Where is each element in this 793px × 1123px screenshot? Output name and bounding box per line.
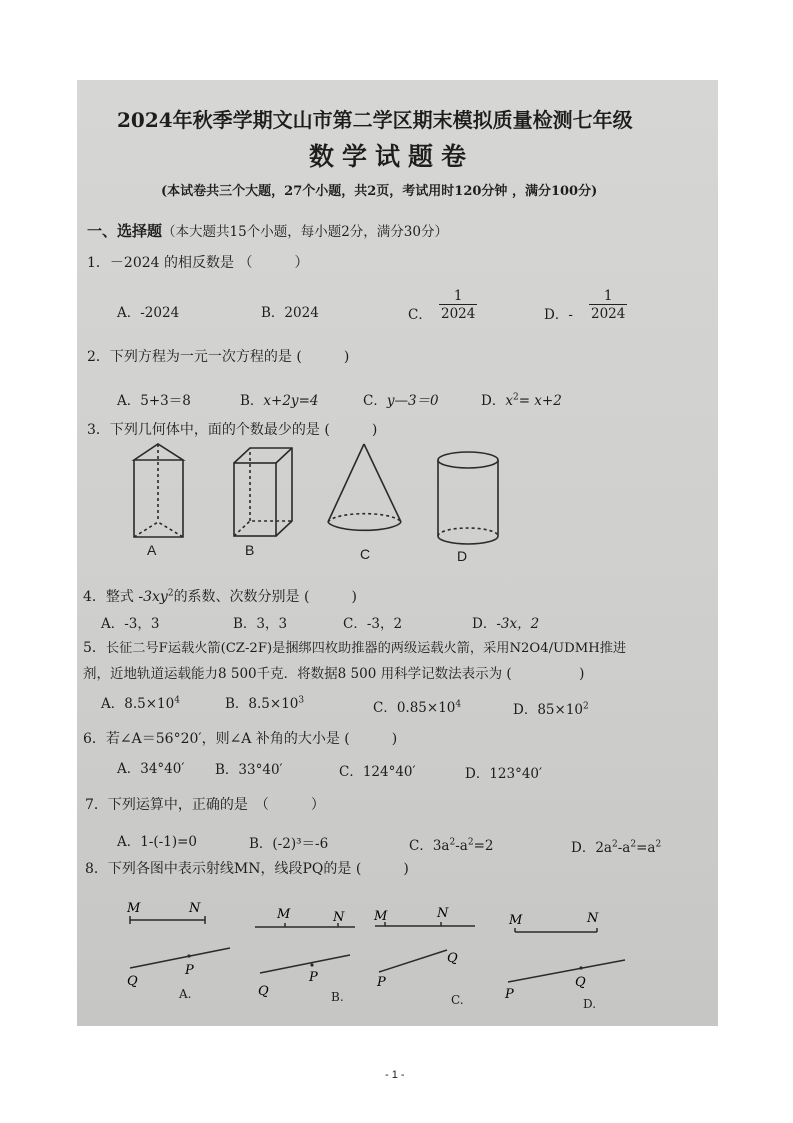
question-text: 的系数、次数分别是 ( ) xyxy=(173,589,357,605)
ray-segment-figure-d xyxy=(505,904,635,1004)
q7-option-d[interactable] xyxy=(571,836,661,856)
option-exponent: 2 xyxy=(449,837,456,848)
q1-option-c-prefix[interactable]: C． xyxy=(408,307,432,323)
q5-option-b[interactable] xyxy=(225,692,304,712)
point-q-label: Q xyxy=(127,974,138,989)
q1-option-d-fraction xyxy=(589,288,627,322)
q4-option-b[interactable]: B．3，3 xyxy=(233,616,288,632)
exam-subject: 数学试题卷 xyxy=(309,142,475,171)
option-exponent: 2 xyxy=(655,839,662,850)
point-q-label: Q xyxy=(575,975,586,990)
q2-option-a[interactable]: A．5+3＝8 xyxy=(117,393,191,409)
exam-note: (本试卷共三个大题，27个小题，共2页，考试用时120分钟 ，满分100分) xyxy=(161,184,598,199)
q6-option-b[interactable]: B．33°40′ xyxy=(215,762,283,778)
option-text: -a xyxy=(455,838,468,854)
option-prefix: B． xyxy=(240,393,264,409)
question-expression: -3xy xyxy=(138,589,168,605)
cone-figure xyxy=(325,440,415,545)
question-text: 下列各图中表示射线MN，线段PQ的是 ( ) xyxy=(107,861,409,877)
option-prefix: D． xyxy=(472,616,497,632)
question-text: 下列运算中，正确的是 （ ） xyxy=(107,797,325,813)
q2-option-b[interactable] xyxy=(240,389,318,409)
option-exponent: 2 xyxy=(467,837,474,848)
q7-option-c[interactable] xyxy=(409,834,493,854)
q1-option-d-prefix[interactable]: D．- xyxy=(544,307,573,323)
point-p-label: P xyxy=(185,963,194,978)
figure-label-8a: A. xyxy=(179,987,192,1001)
question-exponent: 2 xyxy=(167,588,174,599)
point-q-label: Q xyxy=(258,984,269,999)
section-desc: （本大题共15个小题，每小题2分，满分30分） xyxy=(162,224,448,240)
figure-label-b: B xyxy=(245,542,255,558)
ray-segment-figure-a xyxy=(127,898,237,998)
question-5-line-2: 剂，近地轨道运载能力8 500千克．将数据8 500 用科学记数法表示为 ( ) xyxy=(83,666,585,682)
exam-paper-photo xyxy=(77,80,718,1026)
fraction-numerator: 1 xyxy=(453,288,463,304)
q4-option-c[interactable]: C．-3，2 xyxy=(343,616,403,632)
option-text: D．85×10 xyxy=(513,702,583,718)
question-7 xyxy=(85,794,325,814)
cuboid-figure xyxy=(230,444,300,544)
q5-option-d[interactable] xyxy=(513,698,589,718)
option-expression: = x+2 xyxy=(518,393,562,409)
q1-option-c-fraction xyxy=(439,288,477,322)
question-text: 长征二号F运载火箭(CZ-2F)是捆绑四枚助推器的两级运载火箭，采用N2O4/UDMH推进 xyxy=(105,641,627,656)
option-text: B．8.5×10 xyxy=(225,696,299,712)
fraction-numerator: 1 xyxy=(603,288,613,304)
figure-label-8c: C. xyxy=(451,993,464,1007)
q6-option-a[interactable]: A．34°40′ xyxy=(117,761,185,777)
triangular-prism-figure xyxy=(127,440,197,540)
ray-segment-figure-c xyxy=(371,900,481,1000)
option-text: C．3a xyxy=(409,838,450,854)
question-number: 5． xyxy=(83,640,106,656)
q5-option-a[interactable] xyxy=(101,692,180,712)
point-n-label: N xyxy=(437,906,449,921)
option-prefix: D． xyxy=(481,393,506,409)
exam-title: 2024年秋季学期文山市第二学区期末模拟质量检测七年级 xyxy=(117,108,633,132)
point-p-label: P xyxy=(377,975,386,990)
option-text: A．8.5×10 xyxy=(101,696,175,712)
figure-label-c: C xyxy=(360,546,371,562)
q1-option-b[interactable]: B．2024 xyxy=(261,305,319,321)
option-expression: y—3＝0 xyxy=(386,393,439,409)
q4-option-d[interactable] xyxy=(472,612,539,632)
question-number: 6． xyxy=(83,731,106,747)
point-m-label: M xyxy=(127,901,141,916)
option-exponent: 2 xyxy=(512,392,519,403)
fraction-denominator: 2024 xyxy=(591,306,626,322)
option-exponent: 4 xyxy=(174,695,180,706)
q7-option-a[interactable]: A．1-(-1)=0 xyxy=(117,834,197,850)
option-exponent: 2 xyxy=(583,701,589,712)
fraction-denominator: 2024 xyxy=(441,306,476,322)
point-m-label: M xyxy=(277,907,291,922)
point-m-label: M xyxy=(509,913,523,928)
option-exponent: 4 xyxy=(455,699,462,710)
point-p-label: P xyxy=(505,987,514,1002)
figure-label-8d: D. xyxy=(583,997,597,1011)
option-expression: -3x，2 xyxy=(496,616,540,632)
question-text: 下列几何体中，面的个数最少的是 ( ) xyxy=(109,422,378,438)
q2-option-d[interactable] xyxy=(481,389,562,409)
option-text: -a xyxy=(617,840,631,856)
option-text: =a xyxy=(636,840,656,856)
ray-segment-figure-b xyxy=(255,903,365,1003)
q6-option-c[interactable]: C．124°40′ xyxy=(339,764,416,780)
figure-label-8b: B. xyxy=(331,990,344,1004)
question-text: 若∠A＝56°20′，则∠A 补角的大小是 ( ) xyxy=(105,731,398,747)
option-text: =2 xyxy=(473,838,494,854)
question-2 xyxy=(87,346,349,366)
page-number: - 1 - xyxy=(385,1069,405,1081)
point-n-label: N xyxy=(189,901,201,916)
figure-label-d: D xyxy=(457,548,468,564)
option-exponent: 3 xyxy=(298,695,305,706)
option-exponent: 2 xyxy=(611,839,618,850)
point-q-label: Q xyxy=(447,951,458,966)
point-n-label: N xyxy=(333,910,345,925)
q5-option-c[interactable] xyxy=(373,696,461,716)
q2-option-c[interactable] xyxy=(363,389,439,409)
question-1 xyxy=(87,252,308,272)
question-3 xyxy=(87,419,377,439)
question-number: 8． xyxy=(85,861,108,877)
question-4 xyxy=(83,586,357,606)
question-text: －2024 的相反数是 （ ） xyxy=(109,255,309,271)
section-heading xyxy=(87,220,448,241)
figure-label-a: A xyxy=(147,542,157,558)
cylinder-figure xyxy=(435,448,505,548)
question-text: 整式 xyxy=(105,589,139,605)
q1-option-a[interactable]: A．-2024 xyxy=(117,305,180,321)
q7-option-b[interactable]: B．(-2)³＝-6 xyxy=(249,836,329,852)
option-base: x xyxy=(505,393,513,409)
point-m-label: M xyxy=(374,909,388,924)
question-number: 4． xyxy=(83,589,106,605)
q6-option-d[interactable]: D．123°40′ xyxy=(465,766,543,782)
point-p-label: P xyxy=(309,970,318,985)
section-label: 一、选择题 xyxy=(87,222,163,240)
option-text: D．2a xyxy=(571,840,612,856)
question-number: 7． xyxy=(85,797,108,813)
question-6 xyxy=(83,728,397,748)
question-5-line-1 xyxy=(83,637,626,657)
question-number: 3． xyxy=(87,422,110,438)
question-text: 下列方程为一元一次方程的是 ( ) xyxy=(109,349,350,365)
option-expression: x+2y=4 xyxy=(263,393,319,409)
point-n-label: N xyxy=(587,911,599,926)
q4-option-a[interactable]: A．-3，3 xyxy=(101,616,160,632)
question-number: 2． xyxy=(87,349,110,365)
question-8 xyxy=(85,858,409,878)
option-exponent: 2 xyxy=(630,839,637,850)
question-number: 1． xyxy=(87,255,110,271)
option-text: C．0.85×10 xyxy=(373,700,456,716)
option-prefix: C． xyxy=(363,393,387,409)
